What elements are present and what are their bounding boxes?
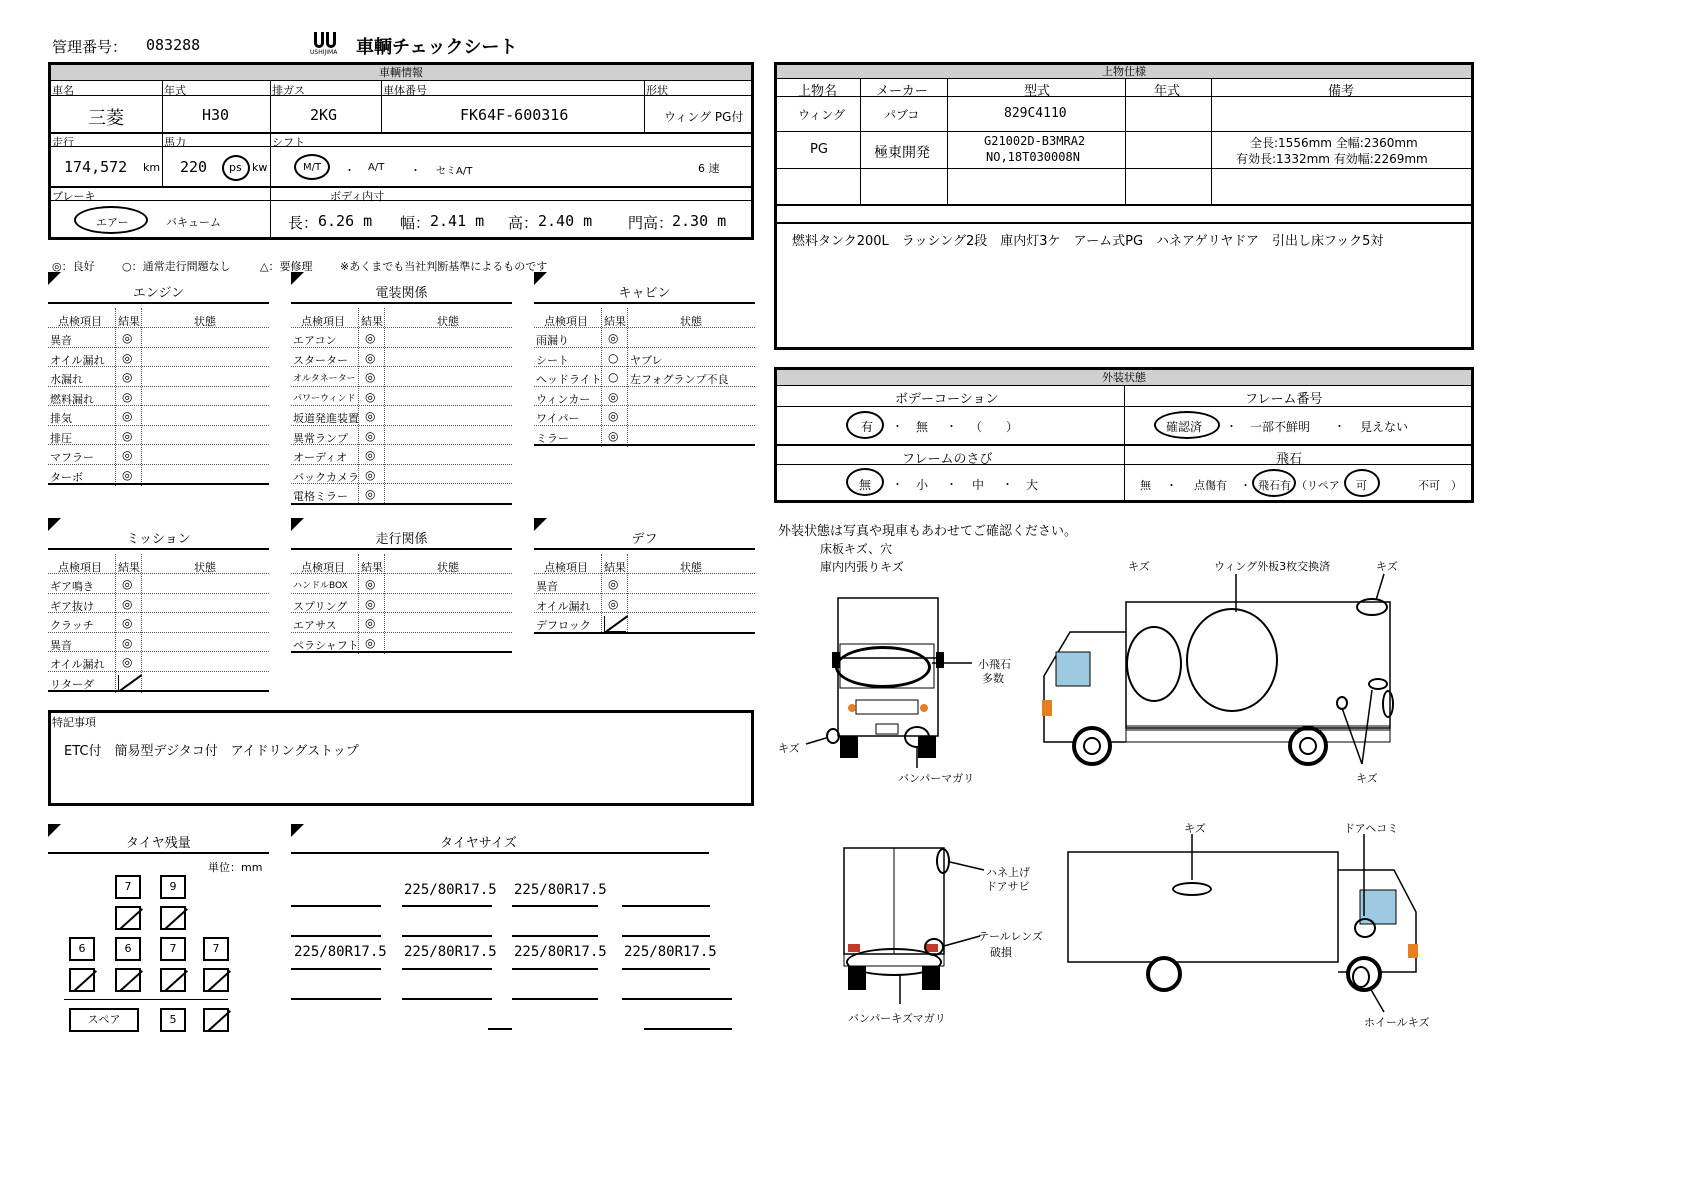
- tire-size-rear-2: 225/80R17.5: [404, 944, 497, 960]
- table-row-result: ◎: [122, 467, 133, 482]
- hei-label: 高：: [508, 214, 539, 232]
- upper-r2-serial: NO,18T030008N: [986, 150, 1080, 164]
- note-broken: 破損: [990, 946, 1012, 959]
- note-door-dent: ドアヘコミ: [1344, 822, 1399, 835]
- table-row-item: 電格ミラー: [293, 490, 348, 503]
- table-row-result: ◎: [365, 635, 376, 650]
- col-item: 点検項目: [301, 315, 345, 328]
- col-state: 状態: [680, 315, 702, 328]
- shift-at: A/T: [368, 162, 385, 173]
- upper-r1-maker: パブコ: [884, 108, 920, 122]
- coating-yes: 有: [861, 420, 874, 434]
- mgmt-label: 管理番号：: [52, 38, 128, 56]
- tire-size-front-right: 225/80R17.5: [514, 882, 607, 898]
- stone-cannot: 不可 ）: [1418, 479, 1462, 492]
- horsepower: 220: [180, 158, 208, 176]
- col-model: 型式: [1024, 84, 1051, 99]
- upper-r2-name: PG: [810, 142, 828, 157]
- special-notes-label: 特記事項: [52, 716, 96, 729]
- legend-repair: △：要修理: [260, 260, 313, 273]
- coating-paren: （ ）: [970, 420, 1019, 434]
- note-small-stone: 小飛石: [978, 658, 1011, 671]
- table-row-result: ◎: [365, 409, 376, 423]
- col-item: 点検項目: [58, 561, 102, 574]
- col-item: 点検項目: [544, 561, 588, 574]
- table-row-item: パワーウィンド: [293, 393, 356, 404]
- table-row-result: ◎: [122, 370, 133, 384]
- note-wing-panel: ウィング外板3枚交換済: [1214, 560, 1331, 573]
- table-row-item: ハンドルBOX: [293, 581, 348, 591]
- frame-no-title: フレーム番号: [1245, 392, 1323, 407]
- upper-r2-model: G21002D-B3MRA2: [984, 134, 1086, 148]
- table-row-result: ◎: [122, 616, 133, 630]
- rust-large: 大: [1026, 478, 1039, 492]
- table-row-result: ◎: [122, 635, 133, 650]
- upper-r2-dims: 全長:1556mm 全幅:2360mm: [1250, 136, 1418, 150]
- exterior-intro: 外装状態は写真や現車もあわせてご確認ください。: [778, 524, 1078, 539]
- table-row-state: ヤブレ: [630, 353, 663, 367]
- legend-ok: ○：通常走行問題なし: [122, 260, 231, 273]
- label-shape: 形状: [646, 84, 668, 97]
- table-row-item: ワイパー: [536, 412, 580, 425]
- tire-size-title: タイヤサイズ: [440, 836, 517, 851]
- mileage-unit: km: [143, 161, 161, 174]
- table-row-result: ◎: [122, 331, 133, 345]
- table-title: デフ: [631, 532, 658, 547]
- rust-title: フレームのさび: [902, 452, 993, 467]
- ushijima-logo: USHIJIMA: [310, 32, 348, 58]
- table-row-result: ◎: [122, 350, 133, 365]
- table-row-result: ◎: [365, 370, 376, 384]
- upper-r2-effective: 有効長:1332mm 有効幅:2269mm: [1236, 152, 1428, 166]
- table-row-item: 燃料漏れ: [50, 392, 94, 406]
- coating-title: ボデーコーション: [895, 392, 999, 407]
- gate-height: 2.30 m: [672, 212, 727, 230]
- table-title: ミッション: [126, 532, 191, 547]
- note-door-rust: ドアサビ: [986, 880, 1030, 893]
- chassis-number: FK64F-600316: [460, 106, 569, 124]
- rust-mid: 中: [972, 478, 985, 492]
- table-row-item: ウィンカー: [536, 392, 591, 406]
- tire-rear-4: 7: [203, 937, 229, 961]
- table-row-item: リターダ: [50, 677, 94, 691]
- table-row-item: 雨漏り: [536, 334, 569, 347]
- table-row-result: ◎: [122, 409, 133, 423]
- col-item: 点検項目: [301, 561, 345, 574]
- table-row-result: ◎: [365, 428, 376, 443]
- table-row-result: ◎: [122, 577, 133, 591]
- table-row-result: ◎: [365, 350, 376, 365]
- label-body-dims: ボディ内寸: [330, 190, 385, 203]
- table-row-result: ◎: [365, 616, 376, 630]
- vehicle-info-header: 車輌情報: [51, 65, 751, 81]
- frame-invisible: 見えない: [1360, 420, 1409, 434]
- table-row-item: スプリング: [293, 599, 348, 613]
- table-title: エンジン: [132, 286, 185, 301]
- label-car-name: 車名: [52, 84, 74, 97]
- label-year: 年式: [164, 84, 186, 97]
- car-name: 三菱: [88, 108, 124, 129]
- note-hane: ハネ上げ: [986, 866, 1030, 879]
- table-title: 走行関係: [375, 532, 428, 547]
- col-item: 点検項目: [544, 315, 588, 328]
- table-row-result: ◎: [365, 577, 376, 591]
- body-length: 6.26 m: [318, 212, 373, 230]
- table-title: 電装関係: [375, 286, 428, 301]
- note-scratch-top-right: キズ: [1376, 560, 1398, 573]
- col-state: 状態: [194, 561, 216, 574]
- table-row-result: ◎: [365, 389, 376, 404]
- table-row-item: クラッチ: [50, 619, 94, 632]
- len-label: 長：: [288, 214, 319, 232]
- stone-can: 可: [1356, 479, 1367, 492]
- spare-label: スペア: [69, 1008, 139, 1032]
- table-row-result: ○: [608, 350, 619, 365]
- table-row-item: エアコン: [293, 334, 337, 347]
- label-brake: ブレーキ: [52, 190, 96, 203]
- table-row-result: ◎: [608, 331, 619, 345]
- upper-r1-name: ウィング: [798, 108, 846, 122]
- table-row-item: ターボ: [50, 470, 83, 484]
- table-row-item: ミラー: [536, 431, 569, 445]
- special-notes-text: ETC付 簡易型デジタコ付 アイドリングストップ: [64, 744, 359, 759]
- brake-air: エアー: [96, 216, 129, 229]
- stone-none: 無: [1140, 479, 1151, 492]
- frame-confirmed: 確認済: [1166, 420, 1203, 434]
- stone-point: 点傷有: [1194, 479, 1227, 492]
- label-chassis: 車体番号: [383, 84, 427, 97]
- table-row-item: オルタネーター: [293, 374, 356, 384]
- table-row-result: ◎: [122, 428, 133, 443]
- table-row-result: ◎: [365, 331, 376, 345]
- tire-size-rear-1: 225/80R17.5: [294, 944, 387, 960]
- col-result: 結果: [361, 315, 383, 328]
- kw-unit: kw: [252, 161, 268, 174]
- label-mileage: 走行: [52, 136, 74, 149]
- note-tail: テールレンズ: [978, 930, 1043, 943]
- table-row-item: オイル漏れ: [536, 599, 591, 613]
- note-scratch-front: キズ: [778, 742, 800, 755]
- sheet-title: 車輌チェックシート: [356, 37, 518, 58]
- tire-front-left: 7: [115, 875, 141, 899]
- col-result: 結果: [361, 561, 383, 574]
- tire-unit: 単位：mm: [208, 861, 263, 874]
- mileage: 174,572: [64, 158, 128, 176]
- table-row-result: ◎: [608, 428, 619, 443]
- table-row-item: シート: [536, 353, 569, 367]
- table-row-item: マフラー: [50, 451, 94, 464]
- tire-front-right: 9: [160, 875, 186, 899]
- ps-unit: ps: [229, 161, 242, 174]
- note-bumper-scratch: バンパーキズマガリ: [848, 1012, 946, 1025]
- table-row-result: ◎: [608, 596, 619, 611]
- col-result: 結果: [604, 561, 626, 574]
- col-item: 点検項目: [58, 315, 102, 328]
- upper-r1-model: 829C4110: [1004, 106, 1067, 121]
- rust-none: 無: [859, 478, 872, 492]
- col-state: 状態: [437, 315, 459, 328]
- note-wheel-scratch: ホイールキズ: [1364, 1016, 1430, 1029]
- speed-count: 6 速: [698, 162, 720, 175]
- table-row-result: ◎: [122, 655, 133, 669]
- table-row-item: ペラシャフト: [293, 638, 359, 652]
- table-row-item: デフロック: [536, 619, 591, 632]
- label-shift: シフト: [272, 136, 305, 149]
- table-row-item: 異常ランプ: [293, 431, 348, 445]
- note-scratch-roof: キズ: [1184, 822, 1206, 835]
- note-lining: 庫内内張りキズ: [820, 560, 904, 574]
- shift-mt: M/T: [303, 162, 322, 173]
- car-gas: 2KG: [310, 106, 338, 124]
- tire-rear-2: 6: [115, 937, 141, 961]
- col-note: 備考: [1328, 84, 1355, 99]
- col-upper-name: 上物名: [798, 84, 838, 99]
- note-bumper-bent: バンパーマガリ: [898, 772, 975, 785]
- table-row-item: 水漏れ: [50, 373, 83, 386]
- note-many: 多数: [982, 672, 1004, 685]
- rust-small: 小: [916, 478, 929, 492]
- body-width: 2.41 m: [430, 212, 485, 230]
- upper-r2-maker: 極東開発: [874, 145, 930, 161]
- body-shape: ウィング PG付: [664, 110, 744, 124]
- table-row-result: ◎: [122, 596, 133, 611]
- tire-size-rear-4: 225/80R17.5: [624, 944, 717, 960]
- table-row-item: スターター: [293, 353, 348, 367]
- col-state: 状態: [437, 561, 459, 574]
- col-state: 状態: [680, 561, 702, 574]
- table-row-item: ヘッドライト: [536, 373, 602, 386]
- table-row-result: ◎: [122, 448, 133, 462]
- table-row-result: ◎: [365, 487, 376, 501]
- table-row-item: オイル漏れ: [50, 353, 105, 367]
- table-row-item: オイル漏れ: [50, 658, 105, 671]
- table-row-item: エアサス: [293, 619, 337, 632]
- table-row-item: バックカメラ: [293, 470, 359, 484]
- table-row-item: オーディオ: [293, 451, 348, 464]
- table-row-item: ギア抜け: [50, 599, 94, 613]
- stone-title: 飛石: [1276, 452, 1303, 467]
- table-row-result: ◎: [608, 409, 619, 423]
- col-year: 年式: [1154, 84, 1181, 99]
- body-height: 2.40 m: [538, 212, 593, 230]
- col-result: 結果: [118, 315, 140, 328]
- table-row-item: 異音: [50, 638, 72, 652]
- table-row-result: ◎: [122, 389, 133, 404]
- table-row-item: 坂道発進装置: [293, 412, 359, 425]
- col-maker: メーカー: [876, 84, 928, 99]
- legend-note: ※あくまでも当社判断基準によるものです: [340, 260, 548, 273]
- table-row-result: ◎: [365, 596, 376, 611]
- mgmt-number: 083288: [146, 36, 201, 54]
- table-row-item: 排気: [50, 412, 72, 425]
- car-year: H30: [202, 106, 230, 124]
- brake-vacuum: バキューム: [166, 216, 221, 229]
- wid-label: 幅：: [400, 214, 431, 232]
- table-row-result: ◎: [365, 467, 376, 482]
- coating-no: 無: [916, 420, 929, 434]
- tire-rear-1: 6: [69, 937, 95, 961]
- spare-value: 5: [160, 1008, 186, 1032]
- tire-remain-title: タイヤ残量: [126, 836, 191, 851]
- tire-size-front-left: 225/80R17.5: [404, 882, 497, 898]
- table-row-result: ◎: [608, 389, 619, 404]
- label-hp: 馬力: [164, 136, 186, 149]
- exterior-header: 外装状態: [777, 370, 1471, 386]
- col-state: 状態: [194, 315, 216, 328]
- stone-yes: 飛石有: [1258, 479, 1291, 492]
- tire-size-rear-3: 225/80R17.5: [514, 944, 607, 960]
- table-row-item: ギア鳴き: [50, 580, 94, 593]
- upper-spec-header: 上物仕様: [777, 65, 1471, 79]
- legend-good: ◎：良好: [52, 260, 95, 273]
- col-result: 結果: [118, 561, 140, 574]
- note-scratch-bottom: キズ: [1356, 772, 1378, 785]
- table-row-result: ◎: [365, 448, 376, 462]
- label-gas: 排ガス: [272, 84, 305, 97]
- shift-semi: セミA/T: [436, 166, 473, 177]
- table-row-result: ◎: [608, 577, 619, 591]
- gate-label: 門高：: [628, 214, 674, 232]
- note-scratch-top: キズ: [1128, 560, 1150, 573]
- col-result: 結果: [604, 315, 626, 328]
- stone-repair: （リペア: [1296, 479, 1340, 492]
- table-row-result: ○: [608, 370, 619, 384]
- table-row-item: 異音: [50, 334, 72, 347]
- note-floor: 床板キズ、穴: [820, 542, 893, 556]
- table-row-item: 排圧: [50, 431, 72, 445]
- frame-partial: 一部不鮮明: [1250, 420, 1311, 434]
- tire-rear-3: 7: [160, 937, 186, 961]
- table-row-state: 左フォグランプ不良: [630, 373, 729, 386]
- upper-equipment: 燃料タンク200L ラッシング2段 庫内灯3ケ アーム式PG ハネアゲリヤドア 引出し床フック5対: [792, 234, 1384, 249]
- table-row-item: 異音: [536, 580, 558, 593]
- table-title: キャビン: [618, 286, 671, 301]
